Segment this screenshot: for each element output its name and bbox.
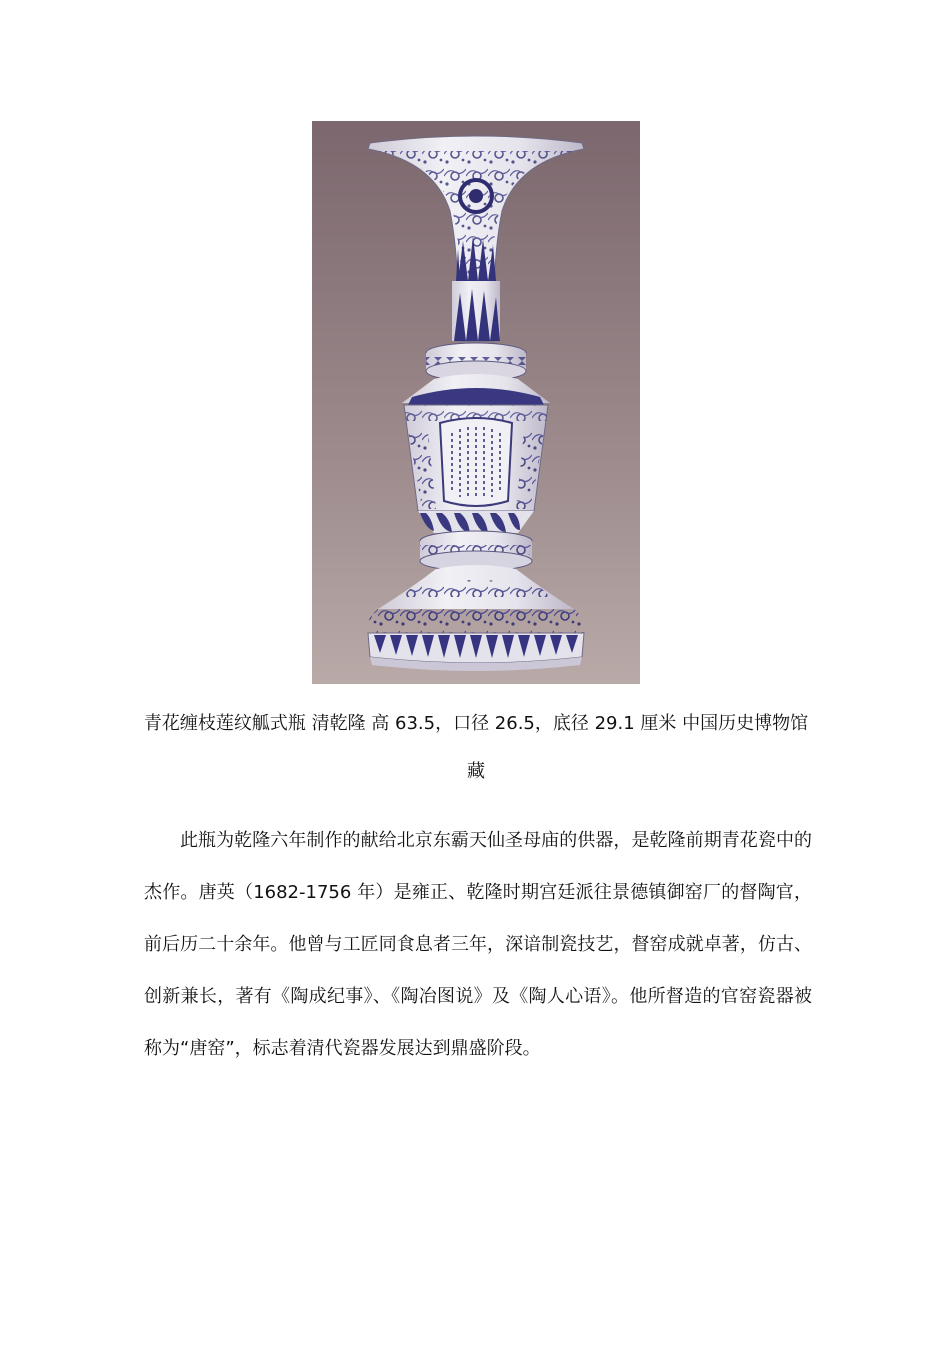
figure-caption: 青花缠枝莲纹觚式瓶 清乾隆 高 63.5，口径 26.5，底径 29.1 厘米 中国历史博物馆藏 xyxy=(143,713,809,782)
vase-photo xyxy=(312,121,640,684)
vase-illustration xyxy=(312,121,640,684)
article-paragraph: 此瓶为乾隆六年制作的献给北京东霸天仙圣母庙的供器，是乾隆前期青花瓷中的杰作。唐英（1682-1756 年）是雍正、乾隆时期宫廷派往景德镇御窑厂的督陶官，前后历二十余年。他曾与工匠同食息者三年，深谙制瓷技艺，督窑成就卓著，仿古、创新兼长，著有《陶成纪事》、《陶冶图说》及《陶人心语》。他所督造的官窑瓷器被称为“唐窑”，标志着清代瓷器发展达到鼎盛阶段。 xyxy=(144,830,812,1059)
article-body xyxy=(144,815,812,1075)
